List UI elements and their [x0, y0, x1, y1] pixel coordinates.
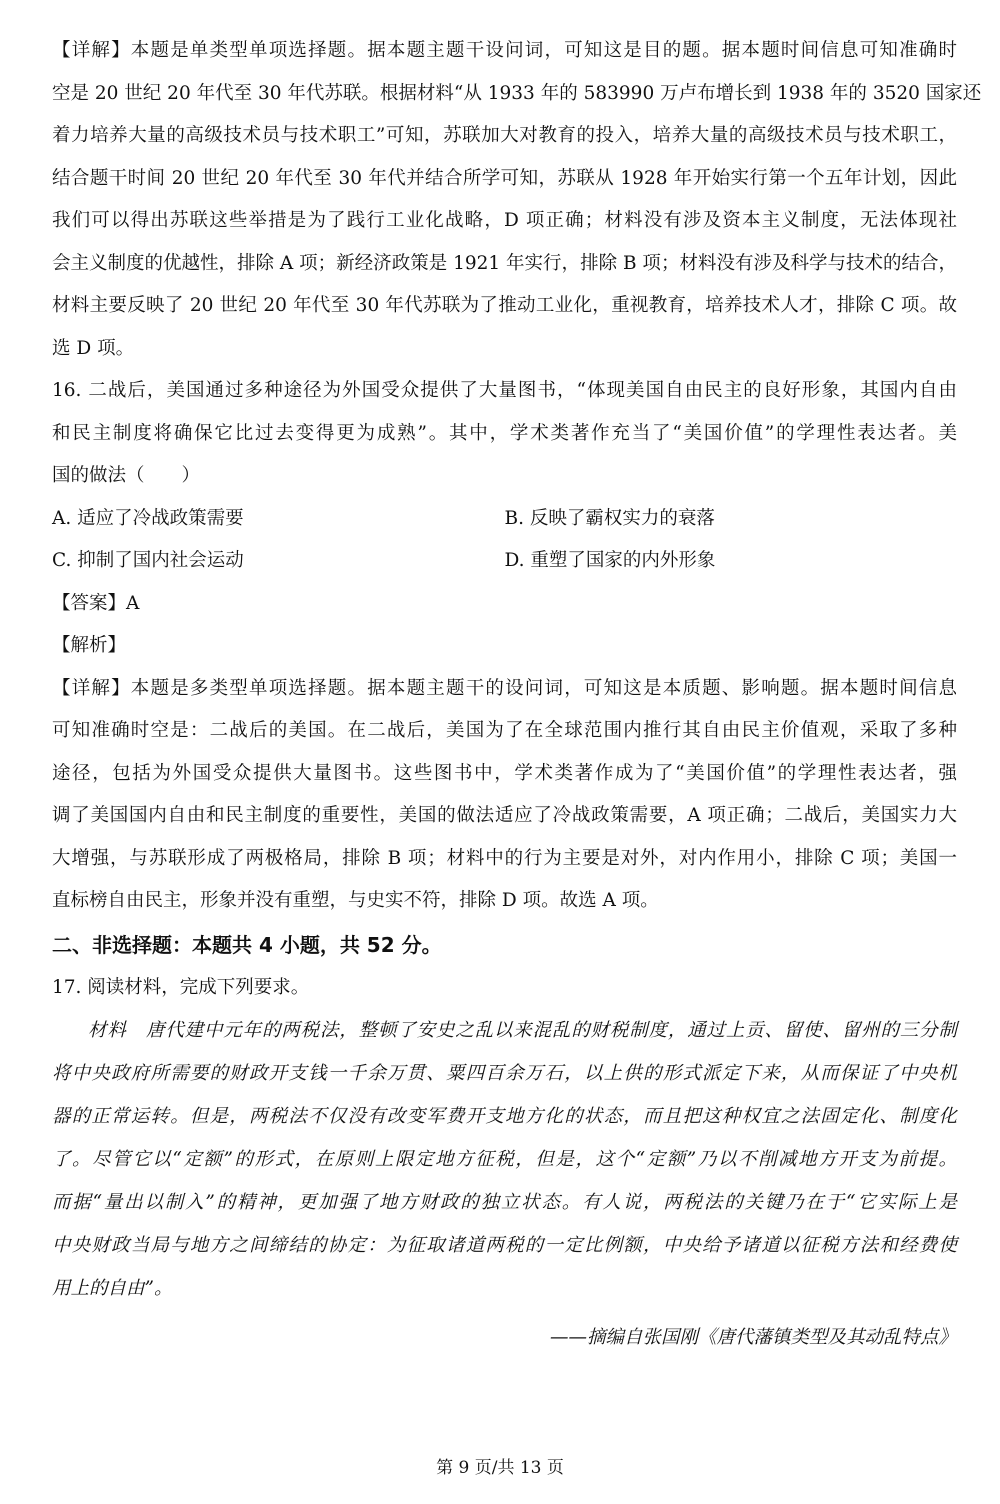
text-line: 空是 20 世纪 20 年代至 30 年代苏联。根据材料“从 1933 年的 583990 万卢布增长到 1938 年的 3520 国家还	[52, 82, 982, 104]
text-line: 着力培养大量的高级技术员与技术职工”可知，苏联加大对教育的投入，培养大量的高级技术员与技术职工，	[52, 125, 957, 146]
text-line: 将中央政府所需要的财政开支钱一千余万贯、粟四百余万石，以上供的形式派定下来，从而保证了中央机	[52, 1063, 957, 1084]
text-line: 直标榜自由民主，形象并没有重塑，与史实不符，排除 D 项。故选 A 项。	[52, 890, 659, 911]
text-line: 17. 阅读材料，完成下列要求。	[52, 976, 310, 998]
page-content	[52, 30, 982, 1366]
text-line: 大增强，与苏联形成了两极格局，排除 B 项；材料中的行为主要是对外，对内作用小，排除 C 项；美国一	[52, 847, 957, 869]
option-d: D. 重塑了国家的内外形象	[504, 550, 716, 571]
option-c: C. 抑制了国内社会运动	[52, 550, 244, 571]
text-line: 器的正常运转。但是，两税法不仅没有改变军费开支地方化的状态，而且把这种权宜之法固定化、制度化	[52, 1106, 957, 1127]
q16-answer	[52, 583, 957, 626]
text-line: 【详解】本题是单类型单项选择题。据本题主题干设问词，可知这是目的题。据本题时间信息可知准确时	[52, 40, 957, 61]
text-line: 选 D 项。	[52, 337, 135, 359]
text-line: 我们可以得出苏联这些举措是为了践行工业化战略，D 项正确；材料没有涉及资本主义制度，无法体现社	[52, 210, 957, 231]
option-a: A. 适应了冷战政策需要	[52, 507, 244, 529]
text-line: 而据“量出以制入”的精神，更加强了地方财政的独立状态。有人说，两税法的关键乃在于“它实际上是	[52, 1192, 957, 1213]
text-line: 用上的自由”。	[52, 1278, 173, 1299]
text-line: 中央财政当局与地方之间缔结的协定：为征取诸道两税的一定比例额，中央给予诸道以征税方法和经费使	[52, 1235, 957, 1256]
q16-analysis	[52, 625, 957, 668]
text-line: 国的做法（ ）	[52, 465, 201, 486]
text-line: 材料主要反映了 20 世纪 20 年代至 30 年代苏联为了推动工业化，重视教育，培养技术人才，排除 C 项。故	[52, 295, 957, 316]
page-footer: 第 9 页/共 13 页	[436, 1458, 564, 1478]
q15-detail-paragraph	[52, 30, 982, 370]
q17-material	[52, 1009, 957, 1310]
material-source: ——摘编自张国刚《唐代藩镇类型及其动乱特点》	[549, 1327, 957, 1348]
text-line: 会主义制度的优越性，排除 A 项；新经济政策是 1921 年实行，排除 B 项；材料没有涉及科学与技术的结合，	[52, 252, 957, 274]
text-line: 材料 唐代建中元年的两税法，整顿了安史之乱以来混乱的财税制度，通过上贡、留使、留州的三分制	[88, 1020, 957, 1041]
section-heading: 二、非选择题：本题共 4 小题，共 52 分。	[52, 932, 442, 957]
text-line: 可知准确时空是：二战后的美国。在二战后，美国为了在全球范围内推行其自由民主价值观，采取了多种	[52, 720, 957, 741]
text-line: 了。尽管它以“定额”的形式，在原则上限定地方征税，但是，这个“定额”乃以不削减地方开支为前提。	[52, 1149, 957, 1170]
text-line: 途径，包括为外国受众提供大量图书。这些图书中，学术类著作成为了“美国价值”的学理性表达者，强	[52, 762, 957, 784]
text-line: 16. 二战后，美国通过多种途径为外国受众提供了大量图书，“体现美国自由民主的良好形象，其国内自由	[52, 380, 957, 401]
answer-label: 【答案】A	[52, 592, 140, 614]
q17-stem	[52, 967, 957, 1010]
q16-detail-paragraph	[52, 668, 957, 923]
q16-options-row-1	[52, 498, 957, 541]
text-line: 【详解】本题是多类型单项选择题。据本题主题干的设问词，可知这是本质题、影响题。据本题时间信息	[52, 677, 957, 699]
analysis-label: 【解析】	[52, 635, 127, 656]
q16-options-row-2	[52, 540, 957, 583]
text-line: 调了美国国内自由和民主制度的重要性，美国的做法适应了冷战政策需要，A 项正确；二战后，美国实力大	[52, 805, 957, 826]
text-line: 和民主制度将确保它比过去变得更为成熟”。其中，学术类著作充当了“美国价值”的学理性表达者。美	[52, 422, 957, 444]
text-line: 结合题干时间 20 世纪 20 年代至 30 年代并结合所学可知，苏联从 1928 年开始实行第一个五年计划，因此	[52, 167, 957, 189]
option-b: B. 反映了霸权实力的衰落	[504, 507, 715, 529]
q16-stem	[52, 370, 957, 498]
